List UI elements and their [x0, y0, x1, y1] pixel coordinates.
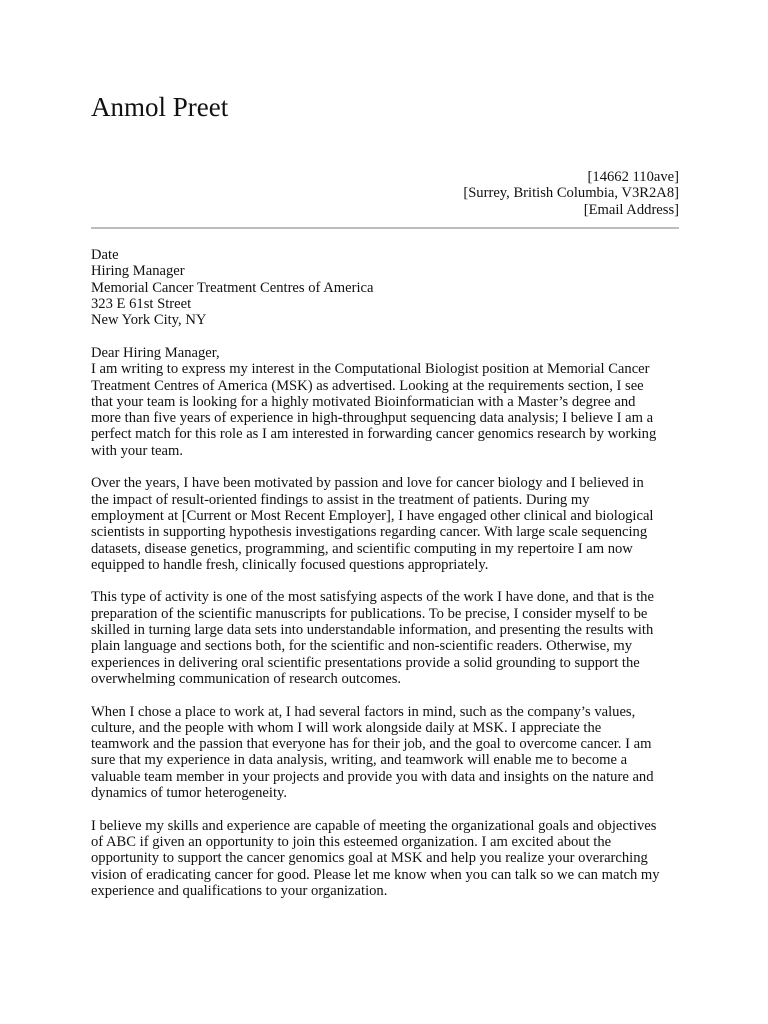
paragraph-line: that your team is looking for a highly motivated Bioinformatician with a Master’s degree and: [91, 393, 636, 410]
paragraph-line: This type of activity is one of the most satisfying aspects of the work I have done, and that is the: [91, 589, 654, 606]
paragraph-line: scientists in supporting hypothesis investigations regarding cancer. With large scale sequencing: [91, 524, 648, 541]
address-email: [Email Address]: [583, 201, 679, 218]
paragraph-1: [91, 361, 679, 459]
paragraph-line: sure that my experience in data analysis, writing, and teamwork will enable me to become a: [91, 752, 628, 769]
paragraph-line: skilled in turning large data sets into understandable information, and presenting the results with: [91, 622, 654, 639]
paragraph-line: When I chose a place to work at, I had several factors in mind, such as the company’s values,: [91, 703, 636, 720]
paragraph-3: [91, 589, 679, 687]
letter-body: [91, 345, 679, 915]
paragraph-line: I am writing to express my interest in the Computational Biologist position at Memorial Cancer: [91, 361, 650, 378]
paragraph-line: more than five years of experience in high-throughput sequencing data analysis; I believe I am a: [91, 410, 654, 427]
paragraph-line: employment at [Current or Most Recent Employer], I have engaged other clinical and biological: [91, 507, 654, 524]
paragraph-5: [91, 818, 679, 899]
paragraph-line: dynamics of tumor heterogeneity.: [91, 785, 288, 802]
address-city: [Surrey, British Columbia, V3R2A8]: [463, 185, 679, 202]
recipient-organization: Memorial Cancer Treatment Centres of America: [91, 279, 374, 296]
paragraph-line: of ABC if given an opportunity to join this esteemed organization. I am excited about the: [91, 833, 612, 850]
paragraph-line: teamwork and the passion that everyone has for their job, and the goal to overcome cancer. I am: [91, 736, 652, 753]
paragraph-line: I believe my skills and experience are capable of meeting the organizational goals and objectives: [91, 817, 657, 834]
paragraph-line: culture, and the people with whom I will work alongside daily at MSK. I appreciate the: [91, 719, 602, 736]
paragraph-line: with your team.: [91, 442, 184, 459]
paragraph-2: [91, 475, 679, 573]
salutation: Dear Hiring Manager,: [91, 345, 220, 361]
paragraph-line: opportunity to support the cancer genomics goal at MSK and help you realize your overarching: [91, 850, 648, 867]
address-street: [14662 110ave]: [587, 169, 679, 185]
paragraph-line: vision of eradicating cancer for good. Please let me know when you can talk so we can match my: [91, 866, 660, 883]
recipient-city: New York City, NY: [91, 312, 207, 329]
paragraph-line: the impact of result-oriented findings to assist in the treatment of patients. During my: [91, 491, 590, 508]
paragraph-line: perfect match for this role as I am interested in forwarding cancer genomics research by working: [91, 426, 657, 443]
paragraph-line: Over the years, I have been motivated by passion and love for cancer biology and I believed in: [91, 475, 644, 492]
recipient-title: Hiring Manager: [91, 263, 185, 280]
paragraph-line: equipped to handle fresh, clinically focused questions appropriately.: [91, 556, 489, 573]
paragraph-line: experiences in delivering oral scientific presentations provide a solid grounding to support the: [91, 654, 640, 671]
paragraph-line: valuable team member in your projects and provide you with data and insights on the nature and: [91, 768, 654, 785]
paragraph-line: overwhelming communication of research outcomes.: [91, 670, 402, 687]
recipient-block: [91, 247, 373, 328]
header-divider: [91, 227, 679, 229]
sender-address: [463, 169, 679, 218]
recipient-street: 323 E 61st Street: [91, 295, 192, 312]
paragraph-line: preparation of the scientific manuscripts for publications. To be precise, I consider myself to be: [91, 605, 648, 622]
paragraph-line: datasets, disease genetics, programming, and scientific computing in my repertoire I am now: [91, 540, 633, 557]
sender-name: Anmol Preet: [91, 92, 229, 122]
recipient-date: Date: [91, 247, 119, 263]
paragraph-line: experience and qualifications to your organization.: [91, 882, 388, 899]
paragraph-4: [91, 704, 679, 802]
paragraph-line: plain language and sections both, for the scientific and non-scientific readers. Otherwise, my: [91, 638, 633, 655]
paragraph-line: Treatment Centres of America (MSK) as advertised. Looking at the requirements section, I see: [91, 377, 644, 394]
